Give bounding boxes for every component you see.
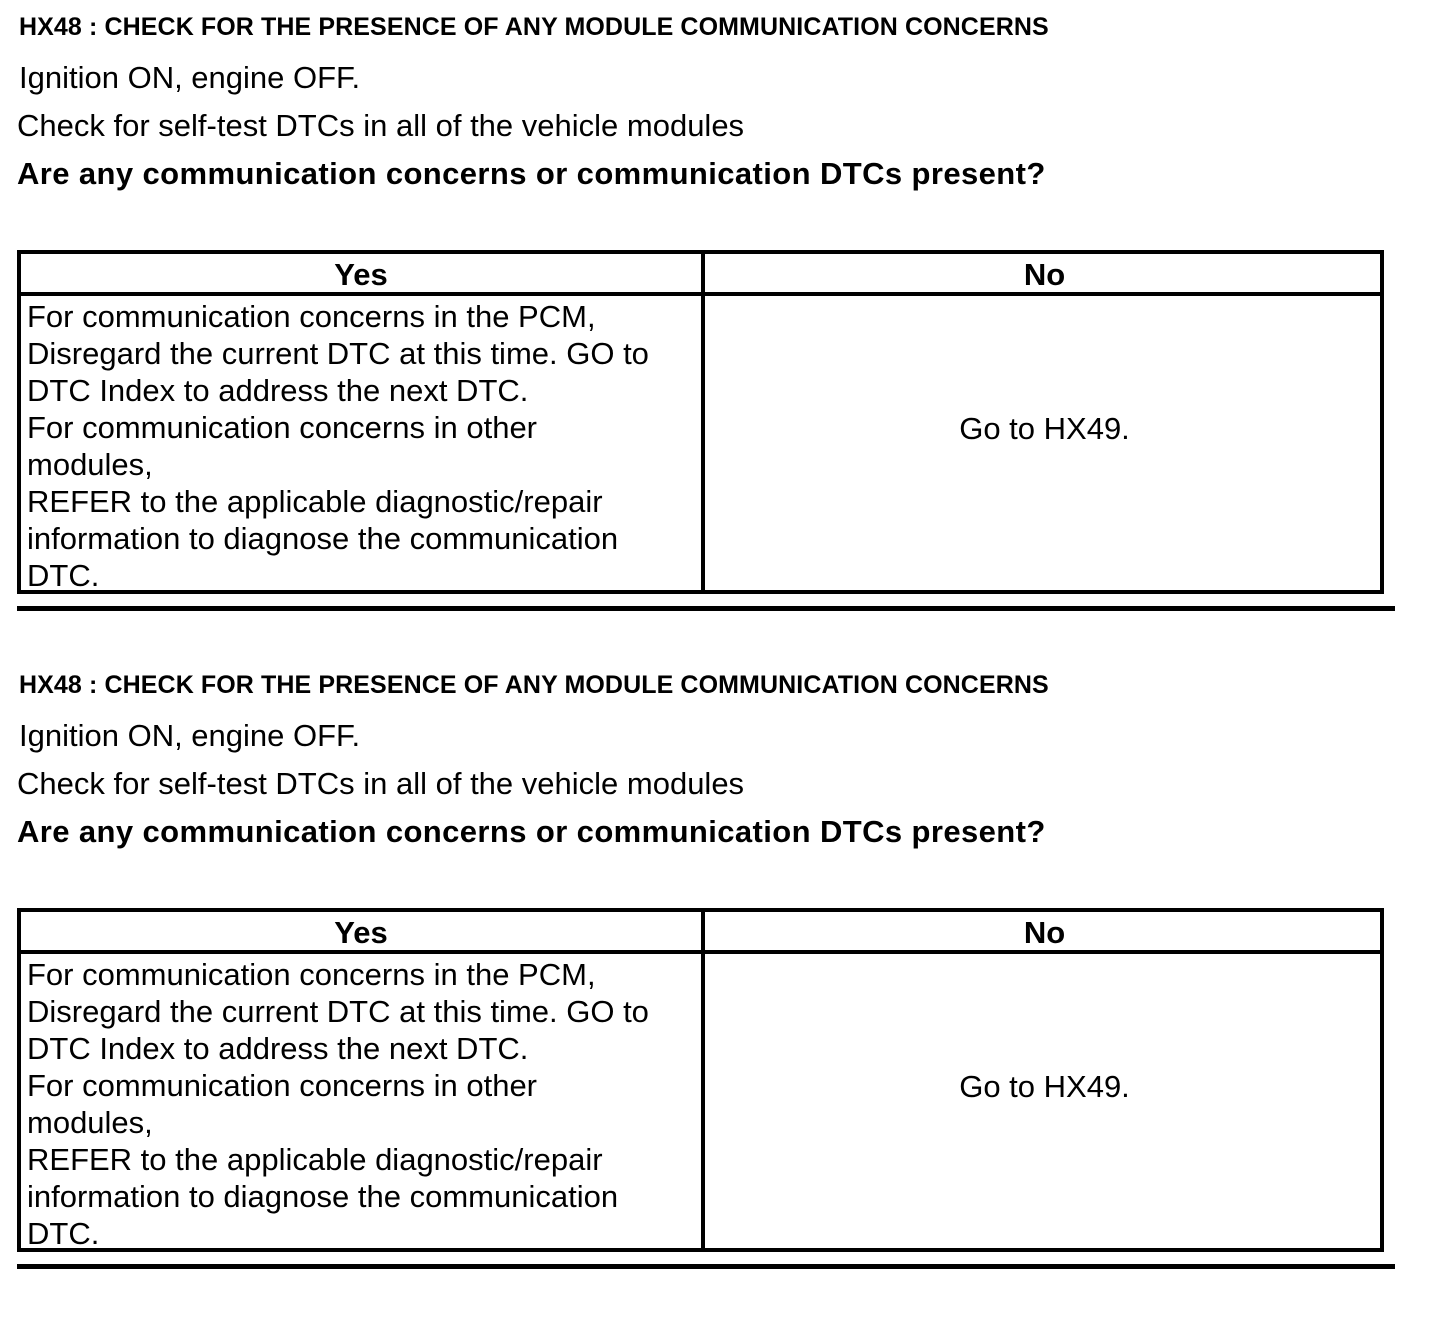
yes-action-line: DTC.: [27, 1216, 100, 1251]
yes-no-table: [17, 908, 1384, 1252]
section-divider-rule: [17, 1264, 1395, 1269]
instruction-ignition: Ignition ON, engine OFF.: [19, 718, 361, 753]
no-action-cell: Go to HX49.: [959, 411, 1130, 446]
instruction-self-test: Check for self-test DTCs in all of the vehicle modules: [17, 108, 745, 143]
yes-action-cell: [27, 298, 697, 594]
step-title: HX48 : CHECK FOR THE PRESENCE OF ANY MODULE COMMUNICATION CONCERNS: [19, 13, 1049, 41]
instruction-self-test: Check for self-test DTCs in all of the vehicle modules: [17, 766, 745, 801]
yes-action-line: Disregard the current DTC at this time. GO to: [27, 336, 649, 371]
step-title: HX48 : CHECK FOR THE PRESENCE OF ANY MODULE COMMUNICATION CONCERNS: [19, 671, 1049, 699]
yes-no-table: [17, 250, 1384, 594]
yes-action-line: For communication concerns in the PCM,: [27, 957, 596, 992]
yes-action-line: DTC Index to address the next DTC.: [27, 373, 529, 408]
yes-action-line: information to diagnose the communication: [27, 521, 619, 556]
diagnostic-step-2: [0, 658, 1440, 1318]
no-header: No: [1023, 257, 1066, 292]
yes-action-line: information to diagnose the communication: [27, 1179, 619, 1214]
header-divider: [21, 292, 1380, 296]
yes-action-line: DTC.: [27, 558, 100, 593]
no-action-cell: Go to HX49.: [959, 1069, 1130, 1104]
yes-action-line: modules,: [27, 1105, 153, 1140]
yes-action-line: DTC Index to address the next DTC.: [27, 1031, 529, 1066]
step-question: Are any communication concerns or communication DTCs present?: [17, 156, 1046, 191]
instruction-ignition: Ignition ON, engine OFF.: [19, 60, 361, 95]
yes-action-line: modules,: [27, 447, 153, 482]
yes-action-line: For communication concerns in other: [27, 1068, 538, 1103]
yes-action-line: REFER to the applicable diagnostic/repair: [27, 484, 603, 519]
yes-action-line: Disregard the current DTC at this time. GO to: [27, 994, 649, 1029]
header-divider: [21, 950, 1380, 954]
yes-action-line: For communication concerns in other: [27, 410, 538, 445]
yes-action-cell: [27, 956, 697, 1252]
yes-header: Yes: [334, 257, 388, 292]
yes-action-line: For communication concerns in the PCM,: [27, 299, 596, 334]
no-header: No: [1023, 915, 1066, 950]
section-divider-rule: [17, 606, 1395, 611]
yes-action-line: REFER to the applicable diagnostic/repair: [27, 1142, 603, 1177]
yes-header: Yes: [334, 915, 388, 950]
step-question: Are any communication concerns or communication DTCs present?: [17, 814, 1046, 849]
